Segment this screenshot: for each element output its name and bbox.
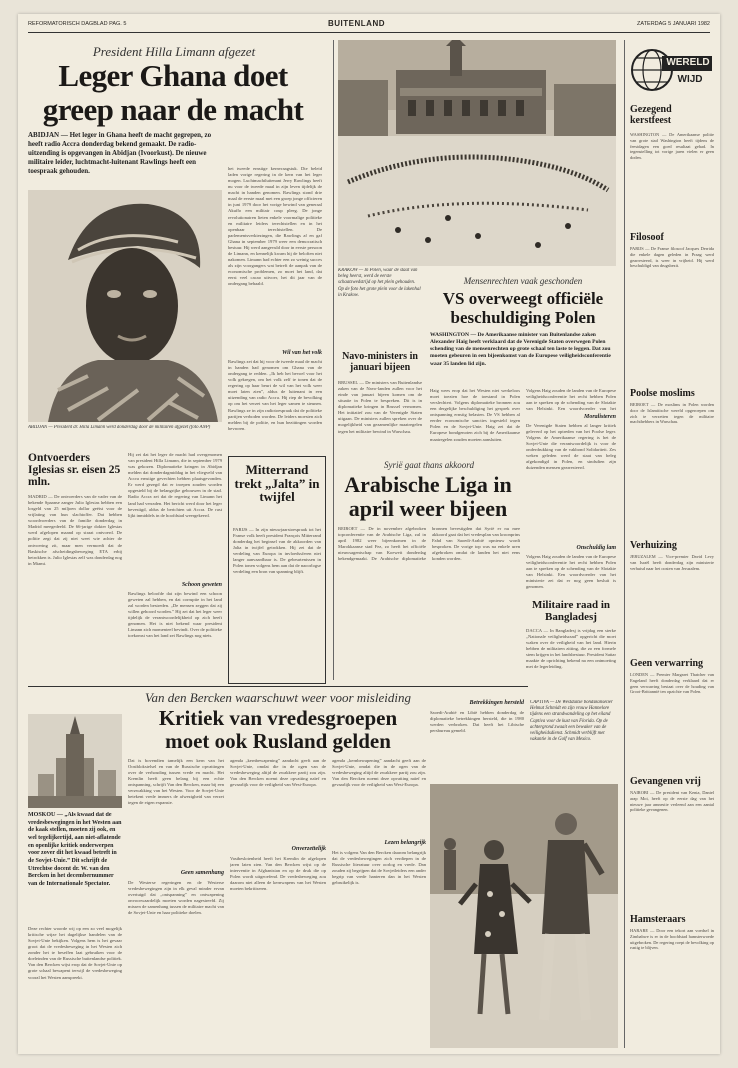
bercken-col-4: agenda „kernbewapening” aandacht geeft aan de Sovjet-Unie, omdat die in de ogen van de vredesbeweging altijd de zwakkere partij zou zijn. Van den Bercken noemt deze opvatting naïef en gevaarlijk voor de veiligheid van West-Europa. [332, 758, 426, 788]
bangladesh-subhead: Betrekkingen hersteld [469, 700, 524, 706]
bercken-body-3: Vastbeslotenheid heeft het Kremlin de afgelopen jaren laten zien. Van den Bercken wijst op de interventie in Afghanistan en op de druk die op Polen wordt uitgeoefend. De vredesbeweging zou daarom niet alleen de kernwapens van het Westen moeten bekritiseren. [230, 856, 326, 892]
krakow-photo [338, 40, 616, 266]
bangladesh-body: DACCA — In Bangladesj is vrijdag een sterke „Nationale veiligheidsraad” opgericht die moet waken over de veiligheid van het land. Hierin hebben de militairen zitting, die zo een formele stem krijgen in het landsbestuur. President Sattar maakte de oprichting bekend na een ontmoeting met de legerleiding. [526, 628, 616, 670]
captiva-photo-caption: CAPTIVA — De Westduitse bondskanselier Helmut Schmidt en zijn vrouw Hannelore tijdens een strandwandeling op het eiland Captiva voor de kust van Florida. Op de achtergrond zwaait een bewaker van de veiligheidsdienst. Schmidt verblijft met vakantie in de Golf van Mexico. [530, 700, 613, 743]
syria-body: BEIROET — De in november afgebroken topconferentie van de Arabische Liga, zal in april 1982 weer bijeenkomen in de Marokkaanse stad Fez, zo heeft het officiële nieuwsagentschap van Koeweit donderdag bekendgemaakt. De Arabische diplomatieke bronnen bevestigden dat Syrië er nu mee akkoord gaat dat het vredesplan van kroonprins Fahd van Saoedi-Arabië opnieuw wordt besproken. De vorige top was na enkele uren afgebroken omdat de landen het niet eens konden worden. [338, 526, 520, 562]
sidebar-item-head: Gevangenen vrij [630, 776, 701, 787]
bercken-headline-2: moet ook Rusland gelden [165, 729, 391, 753]
syria-kicker: Syrië gaat thans akkoord [384, 460, 474, 470]
bercken-kicker: Van den Bercken waarschuwt weer voor misleiding [145, 690, 411, 705]
moscow-photo [28, 714, 122, 808]
logo-wereld: WERELD [666, 57, 710, 68]
masthead-left: REFORMATORISCH DAGBLAD PAG. 5 [28, 21, 127, 27]
ghana-headline-1: Leger Ghana doet [58, 58, 288, 93]
polen-kicker: Mensenrechten vaak geschonden [463, 276, 583, 286]
bercken-body-4: Het is volgens Van den Bercken daarom belangrijk dat de vredesbewegingen zich verdiepen in de Russische literatuur over oorlog en vrede. Dan zouden zij begrijpen dat de Sovjetleiders een ander begrip van vrede hanteren dan in het Westen gebruikelijk is. [332, 850, 426, 886]
ghana-lead: ABIDJAN — Het leger in Ghana heeft de macht gegrepen, zo heeft radio Accra donderdag bekend gemaakt. De radio-uitzending is opgevangen in Abidjan (Ivoorkust). De nieuwe militaire leider, luchtmacht-luitenant Rawlings heeft een toespraak gehouden. [28, 131, 212, 175]
bercken-subhead-2: Onverzettelijk [291, 846, 326, 852]
ghana-headline-2: greep naar de macht [42, 92, 304, 127]
limann-photo-caption: ABIDJAN — President dr. Hilla Limann werd donderdag door de militairen afgezet (foto ANP) [28, 425, 211, 430]
bangladesh-headline: Militaire raad in Bangladesj [531, 599, 610, 623]
sidebar-item-head: Poolse moslims [630, 388, 695, 399]
sidebar-item-body: NAIROBI — De president van Kenia, Daniel arap Moi, heeft op de eerste dag van het nieuwe jaar amnestie verleend aan een aantal politieke gevangenen. [630, 790, 714, 813]
bangladesh-body-2: Saoedi-Arabië en Libië hebben donderdag de diplomatieke betrekkingen hersteld, die in 1980 werden verbroken. Dat heeft het Libische persbureau gemeld. [430, 710, 524, 734]
ghana-kicker: President Hilla Limann afgezet [92, 44, 256, 59]
syria-headline-2: april weer bijeen [348, 496, 508, 521]
sidebar-list [630, 104, 714, 1048]
polen-body-2: De Verenigde Staten hebben al langer kritiek geleverd op het optreden van het Poolse leger. Volgens de Amerikaanse regering is het de Sovjet-Unie die verantwoordelijk is voor de onderdrukking van de vakbond Solidariteit. Zes weken geleden werd de staat van beleg afgekondigd in Polen, en sindsdien zijn duizenden mensen gearresteerd. [526, 423, 616, 471]
limann-photo [28, 190, 222, 422]
bercken-col-2: Dat is bovendien tamelijk een kern van het Oostblokstelsel en van de Russische opvattingen over de verhouding tussen vrede en macht. Het Kremlin heeft geen belang bij een echte ontspanning, schrijft Van den Bercken, maar bij een verzwakking van het Westen. Voor de Sovjet-Unie betekent vrede immers de afwezigheid van verzet tegen de eigen expansie. [128, 758, 224, 806]
bercken-body-2: De Westerse regeringen en de Westerse vredesbewegingen zijn in elk geval minder ervan overtuigd dat „ontspanning” en ontwapening onvoorwaardelijk moeten worden nagestreefd. Zij missen de samenhang tussen de militaire macht van de Sovjet-Unie en haar politieke doelen. [128, 880, 224, 916]
sidebar-item-head: Filosoof [630, 232, 664, 243]
polen-body-3: Volgens Haig zouden de landen van de Europese veiligheidsconferentie het recht hebben Polen aan te spreken op de schending van de Slotakte van Helsinki. Een woordvoerder van het ministerie zei dat er nog geen besluit is genomen. [526, 554, 616, 590]
bercken-lead: MOSKOU — „Als kwaad dat de vredesbewegingen in het Westen aan de kaak stellen, moeten zij ook, en wel tegelijkertijd, aan niet-aflatende en openlijke kritiek onderwerpen voor zover dit het kwaad betreft in de Sovjet-Unie.” Dit schrijft de Utrechtse docent dr. W. van den Bercken in het decembernummer van de Internationale Spectator. [28, 812, 122, 888]
sidebar-item-body: LONDEN — Premier Margaret Thatcher van Engeland heeft donderdag verklaard dat er geen verwarring bestaat over de houding van Groot-Brittannië ten opzichte van Polen. [630, 672, 714, 695]
mitterrand-body: PARIJS — In zijn nieuwjaarstoespraak tot het Franse volk heeft president François Mitterrand donderdag het beginsel van de akkoorden van Jalta in twijfel getrokken. Hij zei dat de verdeling van Europa in invloedssferen niet langer aanvaardbaar is. De gebeurtenissen in Polen tonen volgens hem aan dat de naoorlogse verdeling een bron van spanning blijft. [233, 527, 321, 575]
ghana-col-2b: Rawlings beloofde dat zijn bewind een schoon geweten zal hebben, en dat corruptie in het land zal worden bestreden. „De mensen zeggen dat zij willen gehoord worden.” Hij zei dat het leger weer tijdelijk de verantwoordelijkheid op zich heeft genomen. Het is niet bekend waar president Limann zich momenteel bevindt. Over de politieke toekomst van het land zei Rawlings nog niets. [128, 591, 222, 639]
column-divider [333, 40, 334, 680]
polen-subhead-2: Onschuldig lam [576, 545, 616, 551]
ghana-subhead-1: Wil van het volk [282, 350, 322, 356]
bercken-body-1: Deze rechter woorde wij op een zo veel mogelijk kritische wijze het dagelijkse handelen van de Sovjet-Unie bekijken. Volgens hem is het gevaar groot dat de vredesbeweging in het Westen zich zonder het te beseffen laat gebruiken voor de doeleinden van de Russische buitenlandse politiek. Van den Bercken wijst erop dat de Sovjet-Unie op grote schaal bewapent terwijl de vredesbeweging vooral het Westen aanspreekt. [28, 926, 122, 980]
moscow-skyline [28, 714, 122, 808]
navo-body: BRUSSEL — De ministers van Buitenlandse zaken van de Navo-landen zullen voor het einde van januari bijeen komen om de situatie in Polen te bespreken. Dit is in diplomatieke kringen in Brussel vernomen. Het initiatief zou van de Verenigde Staten uitgaan. De ministers zullen spreken over de mogelijkheid van gezamenlijke maatregelen tegen het militaire bewind in Warschau. [338, 380, 422, 434]
logo-wijd: WIJD [677, 74, 703, 85]
bercken-headline-1: Kritiek van vredesgroepen [158, 706, 398, 730]
limann-portrait [28, 190, 222, 422]
polen-lead: WASHINGTON — De Amerikaanse minister van Buitenlandse zaken Alexander Haig heeft verklaard dat de Verenigde Staten overwegen Polen schending van de mensenrechten op grote schaal ten laste te leggen. Dat zou moeten gebeuren in een bijeenkomst van de Europese veiligheidsconferentie waar 35 landen lid zijn. [430, 332, 611, 367]
iglesias-headline: Ontvoerders Iglesias sr. eisen 25 mln. [28, 452, 121, 489]
sidebar-item-head: Gezegend kerstfeest [630, 104, 672, 126]
bercken-subhead-3: Lezen belangrijk [384, 840, 426, 846]
krakow-scene [338, 40, 616, 266]
sidebar-item-body: JERUZALEM — Vice-premier David Levy van Israël heeft donderdag zijn ministerie verhuisd naar het oosten van Jeruzalem. [630, 554, 714, 571]
sidebar-item-body: PARIJS — De Franse filosoof Jacques Derrida die enkele dagen geleden in Praag werd gearresteerd, is weer in vrijheid. Hij werd beschuldigd van drugsbezit. [630, 246, 714, 269]
bercken-col-3: agenda „kernbewapening” aandacht geeft aan de Sovjet-Unie, omdat die in de ogen van de vredesbeweging altijd de zwakkere partij zou zijn. Van den Bercken noemt deze opvatting naïef en gevaarlijk voor de veiligheid van West-Europa. [230, 758, 326, 788]
sidebar-item-body: WASHINGTON — De Amerikaanse politie van grote stad Washington heeft tijdens de feestdagen een goed resultaat gehad. In tegenstelling tot vorige jaren vielen er geen doden. [630, 132, 714, 161]
polen-body: Haig wees erop dat het Westen niet werkeloos moet toezien hoe de toestand in Polen verslechtert. Volgens diplomatieke bronnen zou een dergelijke beschuldiging het gesprek over ontspanning ernstig belasten. De VS hebben al eerder economische sancties ingesteld tegen Polen en de Sovjet-Unie. Haig zei dat de Europese bondgenoten zich bij de Amerikaanse maatregelen zouden moeten aansluiten. [430, 388, 520, 442]
ghana-col-2: Hij zei dat het leger de macht had overgenomen van president Hilla Limann, die in september 1979 was gekozen. Diplomatieke kringen in Abidjan melden dat donderdagmiddag in het vliegveld van Accra ernstige gevechten hebben plaatsgevonden. Er werd gezegd dat er troepen zouden worden opgesteld bij de belangrijke gebouwen in de stad. Radio Accra zei dat de regering van Limann het land had verraden. Het bericht werd door het leger bevestigd, aldus de berichten uit Accra. De rust lijkt inmiddels in de hoofdstad weergekeerd. [128, 452, 222, 518]
ghana-subhead-2: Schoon geweten [181, 582, 222, 588]
masthead [28, 18, 710, 33]
polen-body-a: Volgens Haig zouden de landen van de Europese veiligheidsconferentie het recht hebben Polen aan te spreken op de schending van de Slotakte van Helsinki. Een woordvoerder van het [526, 388, 616, 412]
krakow-photo-caption: KRAKOW — In Polen, waar de staat van beleg heerst, werd de eerste schaatswedstrijd op het plein gehouden. Op de foto het grote plein voor de lakenhal in Krakow. [338, 268, 421, 298]
mitterrand-box [228, 456, 326, 684]
polen-subhead: Moralisteren [583, 414, 616, 420]
captiva-photo [430, 784, 618, 1048]
navo-headline: Navo-ministers in januari bijeen [342, 351, 418, 373]
sidebar-item-head: Verhuizing [630, 540, 677, 551]
section-title: BUITENLAND [328, 19, 385, 28]
sidebar-item-body: BEIROET — De moslims in Polen worden door de Islamitische wereld opgeroepen om zich te verzetten tegen de militaire machthebbers in Warschau. [630, 402, 714, 425]
sidebar-item-head: Hamsteraars [630, 914, 686, 925]
beach-scene [430, 784, 618, 1048]
ghana-body-1: het tweede ernstige kernvraagstuk. Die beleid laden vorige regering in de kern van het leger mogen. Luchtmachtluitenant Jerry Rawlings heeft nu voor de tweede maal in zijn leven tijdelijk de macht in handen genomen. Rawlings stond drie maal de eerste maal met een groep jonge officieren in juni 1979 door het vorige bewind van generaal Akuffo een militair coup pleeg. De jonge revolutionairen lieten enkele voormalige politieke en militaire leiders terechtstellen en in het openbaar terechtstellen. De parlementsverkiezingen, die Rawlings af en gaf Ghana in september 1979 weer een democratisch bestuur. Hij werd aangevuld door in eerste persoon de Limann, en kennelijk kwam hij de beloften niet nakomen. Limann had echter een zo weinig succes als zijn voorgangers wat betreft de aanpak van de economische problemen, zo moet het land, dat eerst veel cacao uitvoer, het dit jaar van de ondergang behaald. [228, 166, 322, 287]
iglesias-body: MADRID — De ontvoerders van de vader van de bekende Spaanse zanger Julio Iglesias hebben een losgeld van 25 miljoen dollar geëist voor de vrijlating van hun slachtoffer. Dat hebben woordvoerders van de familie donderdag in Madrid meegedeeld. De 66-jarige dokter Iglesias werd afgelopen maand op straat ontvoerd. De politie zegt dat zij niet weet wie achter de ontvoering zit, maar men vermoedt dat de Baskische afscheidingsbeweging ETA erbij betrokken is. Julio Iglesias zelf was donderdag nog in Miami. [28, 494, 122, 566]
sidebar-divider [624, 40, 625, 1048]
wereldwijd-logo [630, 44, 714, 98]
ghana-body-2: Rawlings zei dat hij voor de tweede maal de macht in handen had genomen om Ghana van de ondergang te redden. „Ik heb het bevoel voor het volk gekregen, om het volk zelf te tonen dat de regering op haar beurt de wil van het volk weer moet laten zien”, aldus de luitenant in een uitzending van radio Accra. Hij riep de bevolking op om het verzet van het leger samen te steunen. Rawlings ze in zijn radiotoespraak dat de politieke partijen verboden worden. De leiders moesten zich melden bij de politie, en hun bezittingen worden bevroren. [228, 359, 322, 431]
bercken-subhead-1: Geen samenhang [180, 870, 224, 876]
globe-icon [630, 44, 714, 98]
sidebar-item-head: Geen verwarring [630, 658, 704, 669]
sidebar-item-body: HARARE — Door een tekort aan voedsel in Zimbabwe is er in de hoofdstad hamsterwoede uitgebroken. De regering roept de bevolking op rustig te blijven. [630, 928, 714, 951]
newspaper-page [18, 14, 720, 1054]
syria-headline-1: Arabische Liga in [344, 472, 512, 497]
polen-headline-1: VS overweegt officiële [442, 289, 604, 308]
mitterrand-headline: Mitterrand trekt „Jalta” in twijfel [234, 462, 320, 505]
section-rule [28, 686, 528, 687]
polen-headline-2: beschuldiging Polen [450, 308, 596, 327]
masthead-date: ZATERDAG 5 JANUARI 1982 [637, 21, 710, 27]
